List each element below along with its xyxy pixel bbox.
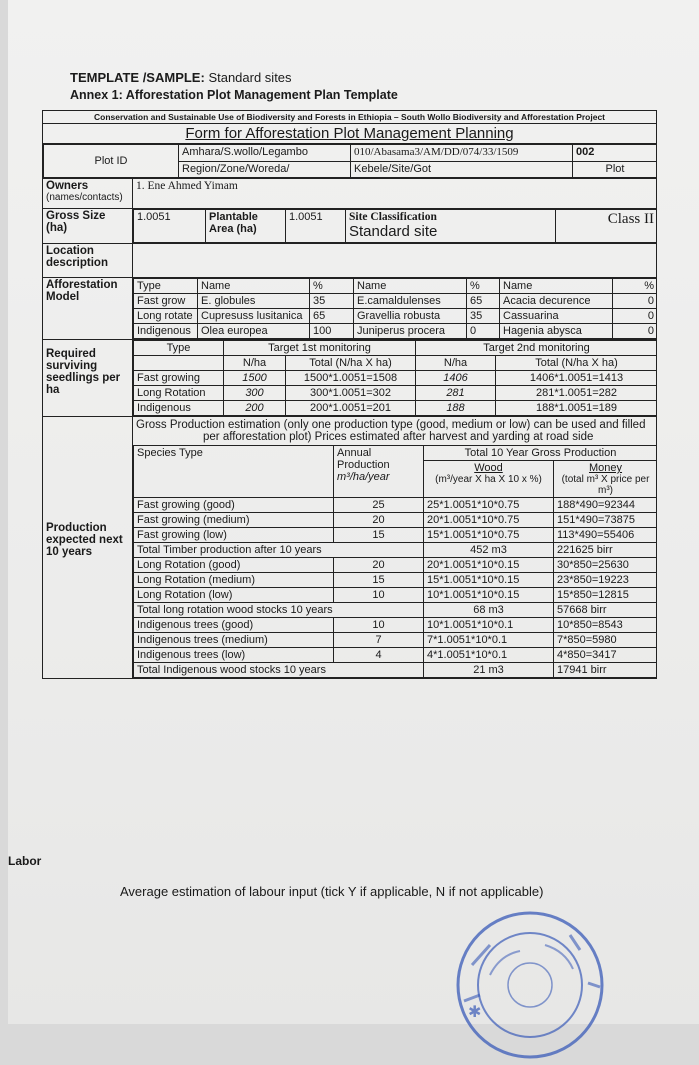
seedlings-table-cell <box>133 340 657 417</box>
target1-header: Target 1st monitoring <box>224 341 416 356</box>
model-label: Afforestation Model <box>43 278 133 340</box>
production-cell: 4*1.0051*10*0.1 <box>424 648 554 663</box>
production-table <box>133 445 657 678</box>
form-title <box>43 124 657 144</box>
production-row <box>134 528 657 543</box>
total10-header: Total 10 Year Gross Production <box>424 446 657 461</box>
production-cell: 10 <box>334 588 424 603</box>
model-cell: 100 <box>310 324 354 339</box>
template-value: Standard sites <box>208 70 292 85</box>
production-cell: 151*490=73875 <box>554 513 657 528</box>
production-cell: 25 <box>334 498 424 513</box>
region-value: Amhara/S.wollo/Legambo <box>179 145 351 162</box>
kebele-label: Kebele/Site/Got <box>351 161 573 178</box>
production-cell: 15*1.0051*10*0.15 <box>424 573 554 588</box>
production-cell: 20 <box>334 558 424 573</box>
seedlings-subheader: N/ha <box>224 356 286 371</box>
production-cell: Long Rotation (good) <box>134 558 334 573</box>
species-type-header: Species Type <box>134 446 334 498</box>
model-row <box>134 324 657 339</box>
model-cell: E.camaldulenses <box>354 294 467 309</box>
production-note-1: Gross Production estimation (only one production type (good, medium or low) can be used and filled <box>136 419 646 431</box>
production-cell: Fast growing (medium) <box>134 513 334 528</box>
production-cell: 20*1.0051*10*0.15 <box>424 558 554 573</box>
model-cell: Gravellia robusta <box>354 309 467 324</box>
model-cell: 0 <box>613 324 657 339</box>
plantable-label: Plantable Area (ha) <box>206 210 286 243</box>
model-cell: 0 <box>613 294 657 309</box>
target2-header: Target 2nd monitoring <box>416 341 657 356</box>
model-cell: 0 <box>613 309 657 324</box>
production-note-2: per afforestation plot) Prices estimated after harvest and yarding at road side <box>203 431 594 443</box>
seedlings-cell: 1406 <box>416 371 496 386</box>
seedlings-row <box>134 386 657 401</box>
site-value: Standard site <box>349 223 438 240</box>
production-label <box>43 417 133 679</box>
seedlings-cell: Indigenous <box>134 401 224 416</box>
production-row <box>134 648 657 663</box>
model-cell: Acacia decurence <box>500 294 613 309</box>
production-cell: Fast growing (good) <box>134 498 334 513</box>
owners-cell <box>43 179 133 209</box>
model-cell: Indigenous <box>134 324 198 339</box>
production-total-row <box>134 663 657 678</box>
site-classification <box>346 210 556 243</box>
plan-form-table <box>42 110 657 679</box>
plot-value: 002 <box>573 145 657 162</box>
model-header: % <box>613 279 657 294</box>
production-cell: Total long rotation wood stocks 10 years <box>134 603 424 618</box>
seedlings-cell: 1500 <box>224 371 286 386</box>
annual-header-text: Annual Production <box>337 447 390 471</box>
model-header: Name <box>198 279 310 294</box>
template-heading <box>70 70 292 85</box>
production-cell: Total Indigenous wood stocks 10 years <box>134 663 424 678</box>
model-cell: Cupresuss lusitanica <box>198 309 310 324</box>
seedlings-cell: 188*1.0051=189 <box>496 401 657 416</box>
model-table <box>133 278 657 339</box>
production-row <box>134 498 657 513</box>
seedlings-table <box>133 340 657 416</box>
production-cell: 7*850=5980 <box>554 633 657 648</box>
production-cell: 7*1.0051*10*0.1 <box>424 633 554 648</box>
form-title-text: Form for Afforestation Plot Management Planning <box>185 125 514 142</box>
production-cell: 4 <box>334 648 424 663</box>
seedlings-cell: 300*1.0051=302 <box>286 386 416 401</box>
production-cell: 17941 birr <box>554 663 657 678</box>
annual-header <box>334 446 424 498</box>
production-cell: 15*850=12815 <box>554 588 657 603</box>
production-total-row <box>134 603 657 618</box>
production-cell: 10 <box>334 618 424 633</box>
production-cell: 15*1.0051*10*0.75 <box>424 528 554 543</box>
model-header: Name <box>354 279 467 294</box>
seedlings-cell: Fast growing <box>134 371 224 386</box>
production-cell: 21 m3 <box>424 663 554 678</box>
seedlings-cell: 188 <box>416 401 496 416</box>
wood-header <box>424 461 554 498</box>
production-cell: Long Rotation (medium) <box>134 573 334 588</box>
seedlings-row <box>134 401 657 416</box>
location-label: Location description <box>43 244 133 278</box>
seedlings-row <box>134 371 657 386</box>
gross-size-label: Gross Size (ha) <box>43 209 133 244</box>
model-cell: Hagenia abysca <box>500 324 613 339</box>
plot-id-label: Plot ID <box>44 145 179 178</box>
annex-heading: Annex 1: Afforestation Plot Management Plan Template <box>70 88 398 102</box>
model-cell: Long rotate <box>134 309 198 324</box>
production-cell: 20*1.0051*10*0.75 <box>424 513 554 528</box>
production-row <box>134 558 657 573</box>
project-banner: Conservation and Sustainable Use of Biodiversity and Forests in Ethiopia – South Wollo Biodiversity and Afforestation Project <box>43 111 657 124</box>
gross-size-value: 1.0051 <box>134 210 206 243</box>
official-stamp <box>450 905 610 1065</box>
production-cell: 221625 birr <box>554 543 657 558</box>
production-cell: Long Rotation (low) <box>134 588 334 603</box>
labor-label: Labor <box>8 854 42 868</box>
class-value: Class II <box>556 210 657 243</box>
model-cell: Juniperus procera <box>354 324 467 339</box>
production-cell: 188*490=92344 <box>554 498 657 513</box>
production-row <box>134 618 657 633</box>
labor-description: Average estimation of labour input (tick Y if applicable, N if not applicable) <box>120 884 544 899</box>
production-row <box>134 633 657 648</box>
production-row <box>134 588 657 603</box>
seedlings-cell: 200*1.0051=201 <box>286 401 416 416</box>
model-cell: Fast grow <box>134 294 198 309</box>
production-cell: Fast growing (low) <box>134 528 334 543</box>
model-cell: 35 <box>467 309 500 324</box>
template-label: TEMPLATE /SAMPLE: <box>70 70 205 85</box>
wood-header-text: Wood <box>474 462 503 474</box>
production-cell: 57668 birr <box>554 603 657 618</box>
owners-label: Owners <box>46 180 89 192</box>
production-cell: Indigenous trees (medium) <box>134 633 334 648</box>
model-header: % <box>467 279 500 294</box>
production-cell: 7 <box>334 633 424 648</box>
kebele-value: 010/Abasama3/AM/DD/074/33/1509 <box>351 145 573 162</box>
annual-unit: m³/ha/year <box>337 471 390 483</box>
money-header-text: Money <box>588 462 623 474</box>
model-header: Name <box>500 279 613 294</box>
production-row <box>134 573 657 588</box>
model-row <box>134 294 657 309</box>
plot-label: Plot <box>573 161 657 178</box>
seedlings-cell: 200 <box>224 401 286 416</box>
money-unit: (total m³ X price per m³) <box>561 474 650 496</box>
seedlings-cell: 1406*1.0051=1413 <box>496 371 657 386</box>
production-cell: 25*1.0051*10*0.75 <box>424 498 554 513</box>
location-value <box>133 244 657 278</box>
seedlings-cell: 281 <box>416 386 496 401</box>
seedlings-cell: 300 <box>224 386 286 401</box>
model-cell: E. globules <box>198 294 310 309</box>
production-cell: 10*1.0051*10*0.1 <box>424 618 554 633</box>
production-total-row <box>134 543 657 558</box>
production-cell: 20 <box>334 513 424 528</box>
seedlings-blank <box>134 356 224 371</box>
seedlings-type-header: Type <box>134 341 224 356</box>
money-header <box>554 461 657 498</box>
seedlings-cell: Long Rotation <box>134 386 224 401</box>
production-cell: 4*850=3417 <box>554 648 657 663</box>
wood-unit: (m³/year X ha X 10 x %) <box>435 474 542 485</box>
model-cell: 65 <box>310 309 354 324</box>
production-cell: Indigenous trees (good) <box>134 618 334 633</box>
site-label: Site Classification <box>349 211 437 223</box>
seedlings-subheader: Total (N/ha X ha) <box>286 356 416 371</box>
production-cell: Indigenous trees (low) <box>134 648 334 663</box>
model-cell: 35 <box>310 294 354 309</box>
owners-sub: (names/contacts) <box>46 192 123 203</box>
production-cell: 15 <box>334 528 424 543</box>
production-cell: 30*850=25630 <box>554 558 657 573</box>
svg-text:✱: ✱ <box>468 1002 482 1021</box>
region-label: Region/Zone/Woreda/ <box>179 161 351 178</box>
seedlings-cell: 281*1.0051=282 <box>496 386 657 401</box>
production-cell: 10*850=8543 <box>554 618 657 633</box>
production-row <box>134 513 657 528</box>
owners-value: 1. Ene Ahmed Yimam <box>133 179 657 209</box>
plantable-value: 1.0051 <box>286 210 346 243</box>
model-cell: Cassuarina <box>500 309 613 324</box>
production-cell: 23*850=19223 <box>554 573 657 588</box>
production-cell: 113*490=55406 <box>554 528 657 543</box>
seedlings-cell: 1500*1.0051=1508 <box>286 371 416 386</box>
production-table-cell <box>133 417 657 679</box>
production-cell: 10*1.0051*10*0.15 <box>424 588 554 603</box>
seedlings-label: Required surviving seedlings per ha <box>43 340 133 417</box>
gross-row <box>133 209 657 244</box>
seedlings-subheader: Total (N/ha X ha) <box>496 356 657 371</box>
plot-row <box>43 144 657 179</box>
model-table-cell <box>133 278 657 340</box>
production-label-text: Production expected next 10 years <box>46 522 123 558</box>
production-cell: 452 m3 <box>424 543 554 558</box>
production-cell: 68 m3 <box>424 603 554 618</box>
production-cell: Total Timber production after 10 years <box>134 543 424 558</box>
model-cell: Olea europea <box>198 324 310 339</box>
model-header: Type <box>134 279 198 294</box>
model-row <box>134 309 657 324</box>
seedlings-subheader: N/ha <box>416 356 496 371</box>
model-cell: 65 <box>467 294 500 309</box>
model-header: % <box>310 279 354 294</box>
production-cell: 15 <box>334 573 424 588</box>
model-cell: 0 <box>467 324 500 339</box>
